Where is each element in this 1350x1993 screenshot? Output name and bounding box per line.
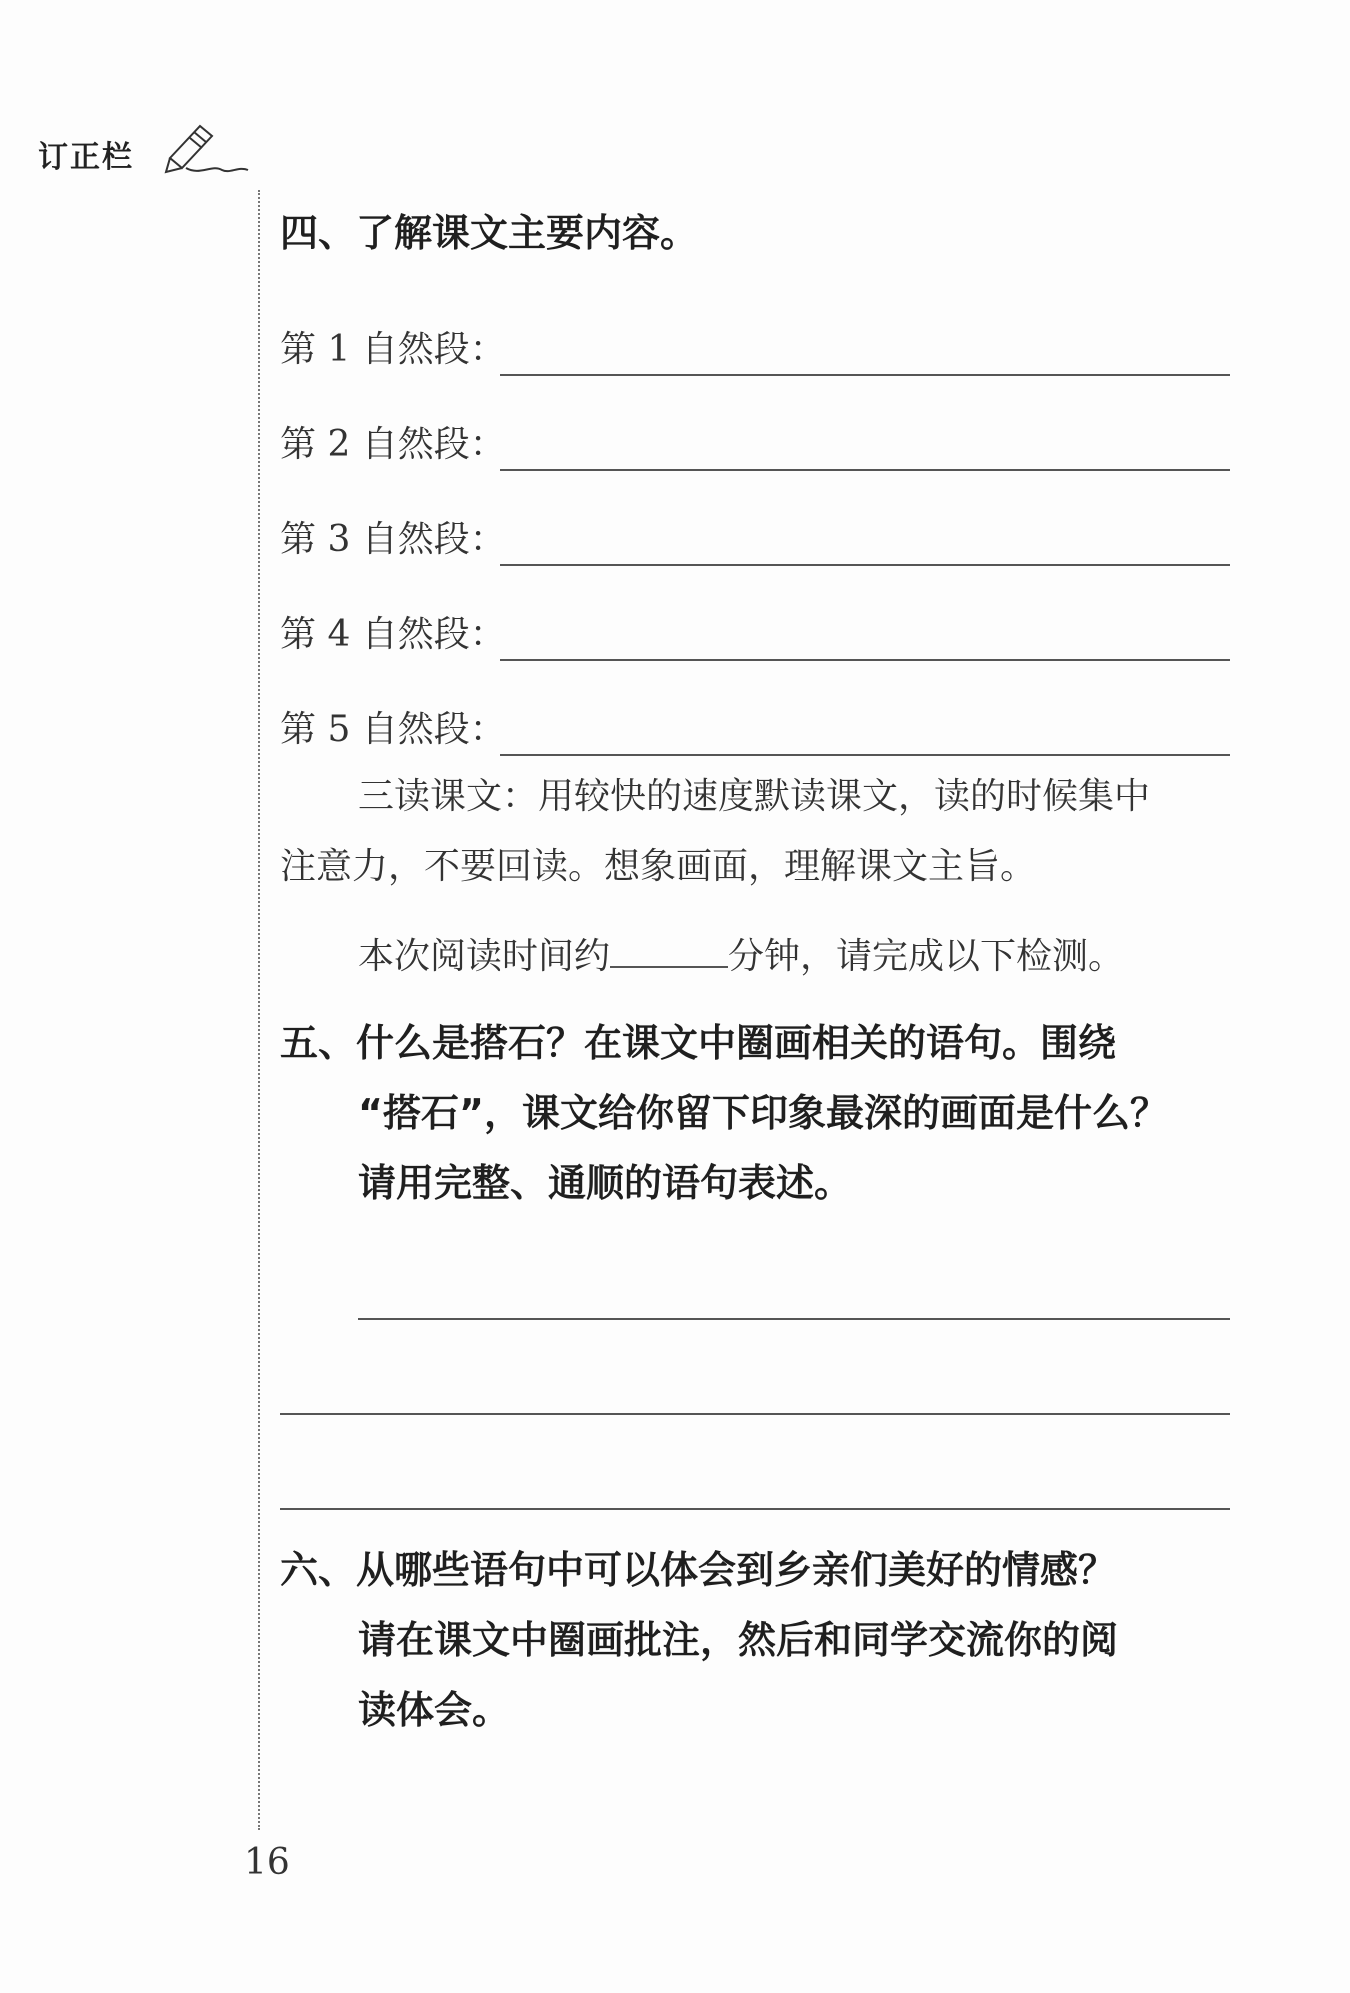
- reading-time-line: [358, 922, 1124, 992]
- paragraph-4-answer-line[interactable]: [500, 659, 1230, 661]
- paragraph-1-label: 第 1 自然段：: [280, 329, 506, 370]
- section-6-line-1: 六、从哪些语句中可以体会到乡亲们美好的情感？: [280, 1548, 1117, 1592]
- section-5-line-2: “搭石”，课文给你留下印象最深的画面是什么？: [358, 1091, 1168, 1135]
- page-number: 16: [244, 1842, 290, 1883]
- reading-instruction-line-2: 注意力，不要回读。想象画面，理解课文主旨。: [280, 846, 1037, 887]
- reading-time-prefix: 本次阅读时间约: [358, 936, 611, 977]
- paragraph-2-label: 第 2 自然段：: [280, 424, 506, 465]
- reading-instruction-line-1: 三读课文：用较快的速度默读课文，读的时候集中: [358, 776, 1151, 817]
- section-5-answer-line-3[interactable]: [280, 1508, 1230, 1510]
- paragraph-3-label: 第 3 自然段：: [280, 519, 506, 560]
- paragraph-5-answer-line[interactable]: [500, 754, 1230, 756]
- paragraph-3-row: [280, 510, 1230, 566]
- paragraph-4-row: [280, 605, 1230, 661]
- section-6-line-3: 读体会。: [358, 1688, 511, 1732]
- section-5-answer-line-2[interactable]: [280, 1413, 1230, 1415]
- section-5-line-3: 请用完整、通顺的语句表述。: [358, 1161, 853, 1205]
- paragraph-5-label: 第 5 自然段：: [280, 709, 506, 750]
- section-4-heading: 四、了解课文主要内容。: [280, 211, 699, 255]
- paragraph-2-answer-line[interactable]: [500, 469, 1230, 471]
- paragraph-1-row: [280, 320, 1230, 376]
- paragraph-3-answer-line[interactable]: [500, 564, 1230, 566]
- section-5-line-1: 五、什么是搭石？在课文中圈画相关的语句。围绕: [280, 1021, 1117, 1065]
- reading-time-suffix: 分钟，请完成以下检测。: [728, 936, 1125, 977]
- reading-time-blank[interactable]: [610, 930, 728, 968]
- paragraph-1-answer-line[interactable]: [500, 374, 1230, 376]
- pencil-icon: [160, 118, 250, 174]
- margin-divider: [258, 190, 260, 1830]
- paragraph-2-row: [280, 415, 1230, 471]
- paragraph-5-row: [280, 700, 1230, 756]
- section-6-line-2: 请在课文中圈画批注，然后和同学交流你的阅: [358, 1618, 1119, 1662]
- correction-column-label: 订正栏: [38, 140, 134, 175]
- section-5-answer-line-1[interactable]: [358, 1318, 1230, 1320]
- paragraph-4-label: 第 4 自然段：: [280, 614, 506, 655]
